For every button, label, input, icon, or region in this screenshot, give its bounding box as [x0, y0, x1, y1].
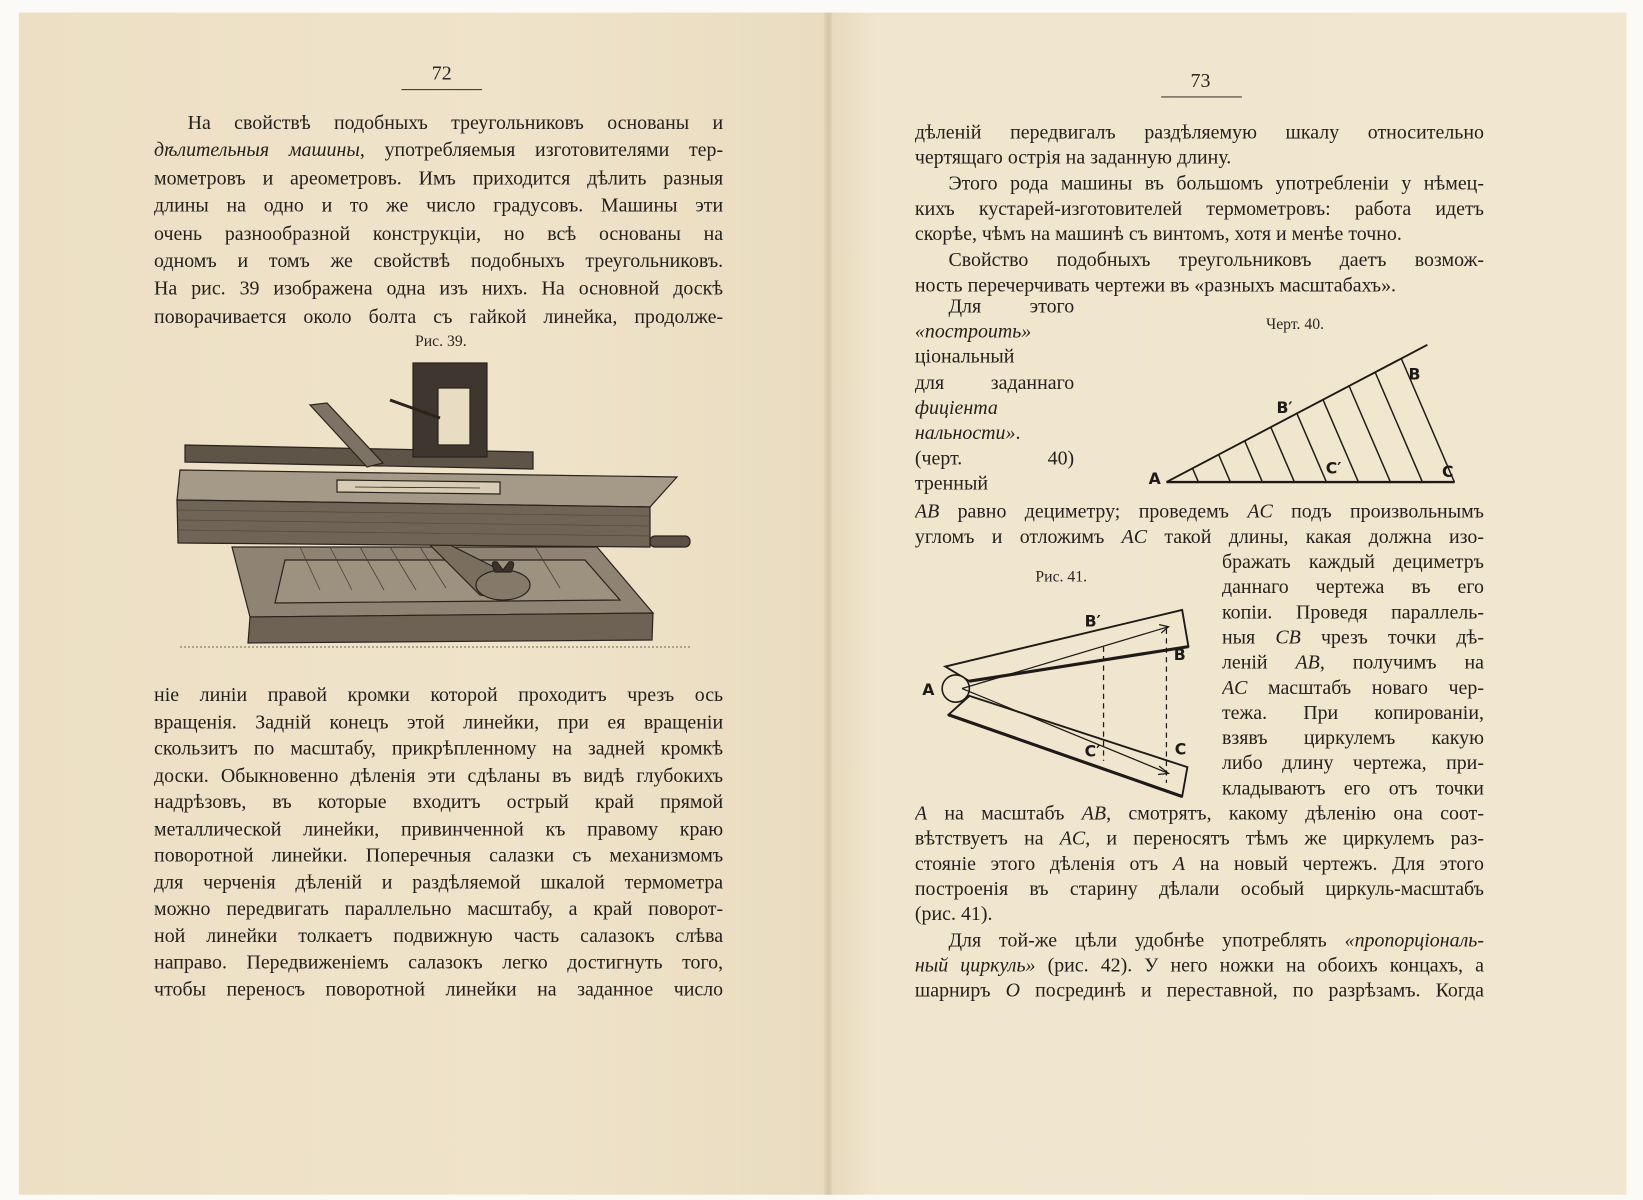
text-segment: (черт. 40) — [914, 447, 1075, 470]
header-rule-right — [1161, 96, 1242, 97]
text-line — [915, 525, 1484, 550]
text-line — [915, 248, 1484, 273]
text-line — [154, 951, 723, 976]
text-line — [154, 870, 723, 895]
text-segment: можно передвигать параллельно масштабу, а край поворот- — [154, 898, 724, 921]
text-line — [1222, 651, 1484, 676]
text-line — [915, 320, 1074, 345]
italic-text: «пропорціональ- — [1344, 929, 1484, 952]
fig41-label-b: B — [1173, 645, 1186, 665]
text-segment: шарниръ — [914, 979, 1006, 1002]
text-segment: на новый чертежъ. Для этого — [1185, 853, 1484, 876]
text-line — [154, 139, 723, 164]
text-segment: Для этого — [948, 295, 1075, 318]
page-fold — [824, 13, 832, 1195]
italic-text: нальности» — [914, 422, 1016, 445]
text-line — [1222, 575, 1484, 600]
text-line — [915, 345, 1074, 370]
text-segment: ціональный — [914, 346, 1015, 369]
fig40-label-a: A — [1148, 469, 1161, 489]
text-segment: для черченія дѣленій и раздѣляемой шкалой термометра — [154, 871, 724, 894]
text-line — [154, 222, 723, 247]
text-segment: надрѣзовъ, въ которые входитъ острый край прямой — [154, 791, 724, 814]
text-line — [154, 977, 723, 1002]
text-line — [1222, 777, 1484, 802]
text-line — [154, 897, 723, 922]
text-segment: поворачивается около болта съ гайкой линейка, продолже- — [154, 305, 724, 328]
text-segment: кихъ кустарей-изготовителей термометровъ: работа идетъ — [914, 197, 1484, 220]
text-line — [915, 447, 1074, 472]
page-number-left: 72 — [431, 62, 452, 85]
text-line — [1222, 676, 1484, 701]
text-segment: тренный — [914, 473, 989, 496]
italic-text: AC — [1247, 500, 1273, 523]
text-line — [154, 111, 723, 136]
text-segment: скорѣе, чѣмъ на машинѣ съ винтомъ, хотя и менѣе точно. — [914, 223, 1402, 246]
text-line — [1222, 701, 1484, 726]
italic-text: фиціента — [914, 396, 998, 419]
text-segment: такой длины, какая должна изо- — [1147, 526, 1484, 549]
italic-text: CB — [1275, 626, 1301, 649]
fig41-label-a: A — [922, 679, 935, 699]
text-segment: . — [1015, 422, 1021, 445]
header-rule-left — [401, 89, 482, 90]
text-segment: чертящаго острія на заданную длину. — [914, 147, 1232, 170]
text-segment: ніе линіи правой кромки которой проходитъ чрезъ ось — [154, 684, 724, 707]
text-segment: Этого рода машины въ большомъ употребленіи у нѣмец- — [948, 172, 1484, 195]
text-line — [154, 305, 723, 330]
italic-text: AC — [1059, 828, 1086, 851]
text-segment: , получимъ на — [1319, 652, 1484, 675]
italic-text: ный циркуль» — [914, 954, 1036, 977]
text-line — [154, 790, 723, 815]
fig40-label-c-prime: C′ — [1325, 458, 1342, 478]
text-segment: очень разнообразной конструкціи, но всѣ основаны на — [154, 222, 724, 245]
text-segment: направо. Передвиженіемъ салазокъ легко достигнуть того, — [154, 951, 724, 974]
text-segment: одномъ и томъ же свойствѣ подобныхъ треугольниковъ. — [154, 250, 724, 273]
text-line — [915, 827, 1484, 852]
text-line — [915, 294, 1074, 319]
text-segment: ной линейки толкаетъ подвижную часть салазокъ слѣва — [154, 924, 724, 947]
text-segment: масштабъ новаго чер- — [1247, 677, 1484, 700]
italic-text: AB — [914, 500, 940, 523]
fig41-label-c-prime: C′ — [1084, 741, 1101, 761]
text-segment: ность перечерчивать чертежи въ «разныхъ масштабахъ». — [914, 274, 1397, 297]
text-segment: (рис. 42). У него ножки на обоихъ концахъ, а — [1035, 954, 1484, 977]
text-segment: металлической линейки, привинченной къ правому краю — [154, 817, 724, 840]
text-segment: бражать каждый дециметръ — [1221, 551, 1484, 574]
text-segment: Свойство подобныхъ треугольниковъ даетъ возмож- — [948, 248, 1484, 271]
text-segment: вращенія. Задній конецъ этой линейки, при ея вращеніи — [154, 711, 724, 734]
text-line — [154, 763, 723, 788]
text-segment: длины на одно и то же число градусовъ. Машины эти — [154, 195, 724, 218]
text-line — [915, 146, 1484, 171]
text-line — [915, 222, 1484, 247]
text-segment: даннаго чертежа въ его — [1221, 576, 1484, 599]
text-line — [154, 166, 723, 191]
text-line — [154, 277, 723, 302]
fig40-label-c: C — [1442, 461, 1454, 481]
text-line — [1222, 626, 1484, 651]
text-line — [1222, 727, 1484, 752]
text-segment: ныя — [1221, 626, 1276, 649]
italic-text: AB — [1295, 652, 1320, 675]
text-segment: , смотрятъ, какому дѣленію она соот- — [1106, 802, 1484, 825]
text-line — [915, 396, 1074, 421]
text-segment: угломъ и отложимъ — [914, 526, 1122, 549]
text-segment: , употребляемыя изготовителями тер- — [359, 139, 724, 162]
text-line — [915, 371, 1074, 396]
text-segment: построенія въ старину дѣлали особый циркуль-масштабъ — [914, 878, 1484, 901]
text-line — [1222, 601, 1484, 626]
text-segment: (рис. 41). — [914, 903, 993, 926]
italic-text: AC — [1121, 526, 1148, 549]
text-segment: Для той-же цѣли удобнѣе употреблять — [948, 929, 1345, 952]
italic-text: «построить» — [914, 320, 1032, 343]
page-number-right: 73 — [1190, 70, 1211, 93]
text-segment: либо длину чертежа, при- — [1221, 752, 1484, 775]
text-segment: , и переносятъ тѣмъ же циркулемъ раз- — [1085, 828, 1484, 851]
text-segment: чтобы переносъ поворотной линейки на заданное число — [154, 978, 724, 1001]
text-line — [915, 852, 1484, 877]
text-segment: копіи. Проведя параллель- — [1221, 601, 1484, 624]
text-line — [915, 802, 1484, 827]
text-segment: на масштабъ — [927, 802, 1082, 825]
text-line — [915, 171, 1484, 196]
text-line — [915, 121, 1484, 146]
text-line — [1222, 752, 1484, 777]
text-line — [915, 903, 1484, 928]
text-line — [154, 710, 723, 735]
text-line — [915, 197, 1484, 222]
text-segment: подъ произвольнымъ — [1272, 500, 1484, 523]
text-segment: стояніе этого дѣленія отъ — [914, 853, 1173, 876]
text-line — [915, 877, 1484, 902]
text-segment: вѣтствуетъ на — [914, 828, 1060, 851]
italic-text: A — [914, 802, 928, 825]
text-line — [154, 249, 723, 274]
text-line — [915, 472, 1074, 497]
figure-39-caption: Рис. 39. — [415, 333, 467, 351]
text-line — [915, 953, 1484, 978]
text-segment: равно дециметру; проведемъ — [939, 500, 1248, 523]
text-line — [154, 683, 723, 708]
figure-41-caption: Рис. 41. — [1035, 569, 1088, 586]
text-segment: поворотной линейки. Поперечныя салазки съ механизмомъ — [154, 844, 724, 867]
text-segment: посрединѣ и переставной, по разрѣзамъ. Когда — [1020, 979, 1484, 1002]
fig41-label-b-prime: B′ — [1084, 611, 1101, 631]
text-segment: кладываютъ его отъ точки — [1221, 778, 1484, 801]
fig41-label-c: C — [1174, 739, 1187, 759]
text-segment: леній — [1221, 652, 1296, 675]
text-line — [915, 979, 1484, 1004]
text-line — [154, 924, 723, 949]
text-line — [915, 500, 1484, 525]
text-segment: для заданнаго — [914, 371, 1075, 394]
text-line — [154, 817, 723, 842]
italic-text: AB — [1081, 802, 1107, 825]
text-line — [915, 928, 1484, 953]
text-line — [915, 421, 1074, 446]
italic-text: AC — [1221, 677, 1248, 700]
text-segment: мометровъ и ареометровъ. Имъ приходится дѣлить разныя — [154, 167, 724, 190]
text-segment: На свойствѣ подобныхъ треугольниковъ основаны и — [187, 112, 724, 135]
text-segment: взявъ циркулемъ какую — [1221, 727, 1484, 750]
text-segment: чрезъ точки дѣ- — [1300, 626, 1484, 649]
text-segment: доски. Обыкновенно дѣленія эти сдѣланы въ видѣ глубокихъ — [154, 764, 724, 787]
italic-text: дѣлительныя машины — [154, 139, 360, 162]
text-segment: скользитъ по масштабу, прикрѣпленному на задней кромкѣ — [154, 737, 724, 760]
figure-40-caption: Черт. 40. — [1265, 316, 1325, 334]
italic-text: A — [1172, 853, 1186, 876]
text-line — [154, 194, 723, 219]
fig40-label-b: B — [1408, 364, 1421, 384]
fig40-label-b-prime: B′ — [1276, 397, 1293, 417]
italic-text: O — [1005, 979, 1021, 1002]
text-line — [154, 844, 723, 869]
text-segment: тежа. При копированіи, — [1221, 702, 1484, 725]
text-line — [1222, 550, 1484, 575]
text-segment: дѣленій передвигалъ раздѣляемую шкалу относительно — [914, 121, 1484, 144]
text-line — [154, 737, 723, 762]
text-segment: На рис. 39 изображена одна изъ нихъ. На основной доскѣ — [154, 278, 724, 301]
